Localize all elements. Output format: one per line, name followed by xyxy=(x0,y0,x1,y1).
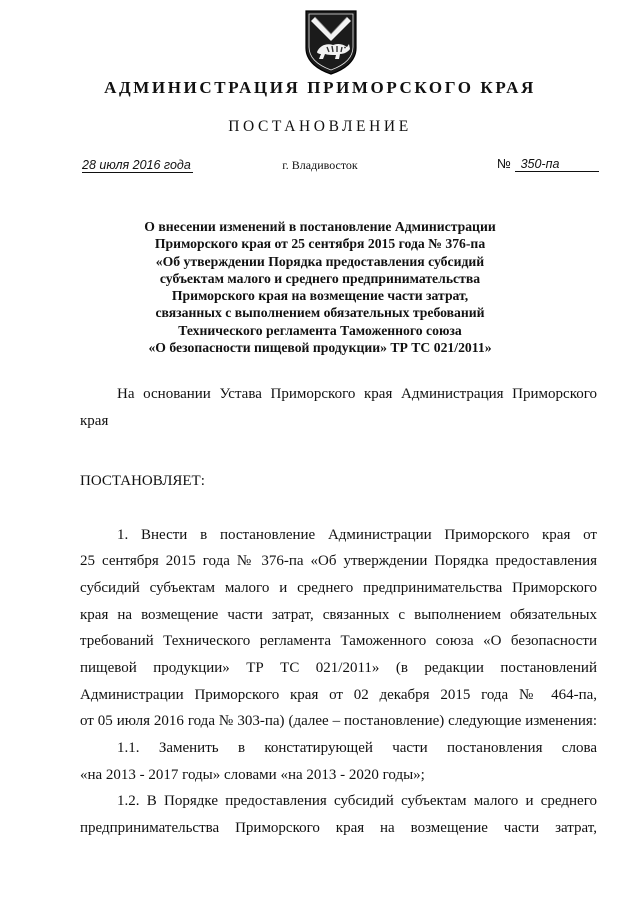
title-line: О внесении изменений в постановление Администрации xyxy=(144,219,496,234)
document-city: г. Владивосток xyxy=(282,158,358,172)
item-1-1-line: «на 2013 - 2017 годы» словами «на 2013 - 2020 годы»; xyxy=(80,767,425,783)
item-1-line: 25 сентября 2015 года № 376-па «Об утверждении Порядка предоставления xyxy=(80,553,597,569)
item-1-line: от 05 июля 2016 года № 303-па) (далее – постановление) следующие изменения: xyxy=(80,713,597,729)
basis-paragraph: На основании Устава Приморского края Администрация Приморского xyxy=(117,386,597,402)
document-title xyxy=(100,218,540,356)
title-line: «О безопасности пищевой продукции» ТР ТС 021/2011» xyxy=(148,340,492,356)
number-value: 350-па xyxy=(515,157,599,172)
item-1-line: субсидий субъектам малого и среднего предпринимательства Приморского xyxy=(80,580,597,596)
basis-paragraph-end: края xyxy=(80,413,109,429)
resolves-heading: ПОСТАНОВЛЯЕТ: xyxy=(80,473,205,489)
item-1-2-line: 1.2. В Порядке предоставления субсидий субъектам малого и среднего xyxy=(117,793,597,809)
title-line: субъектам малого и среднего предпринимательства xyxy=(159,270,481,286)
title-line: Технического регламента Таможенного союза xyxy=(178,322,462,338)
coat-of-arms-emblem xyxy=(303,8,359,76)
title-line: связанных с выполнением обязательных требований xyxy=(155,305,485,321)
number-label: № xyxy=(497,156,511,171)
item-1-1-line: 1.1. Заменить в констатирующей части постановления слова xyxy=(117,740,597,756)
item-1-line: требований Технического регламента Таможенного союза «О безопасности xyxy=(80,633,597,649)
item-1-2-line: предпринимательства Приморского края на возмещение части затрат, xyxy=(80,820,597,836)
title-line: Приморского края от 25 сентября 2015 года № 376-па xyxy=(154,236,486,252)
item-1-line: Администрации Приморского края от 02 декабря 2015 года № 464-па, xyxy=(80,687,597,703)
item-1-line: пищевой продукции» ТР ТС 021/2011» (в редакции постановлений xyxy=(80,660,597,676)
document-type: ПОСТАНОВЛЕНИЕ xyxy=(228,118,412,135)
organization-name: АДМИНИСТРАЦИЯ ПРИМОРСКОГО КРАЯ xyxy=(104,78,536,97)
item-1-line: 1. Внести в постановление Администрации Приморского края от xyxy=(117,527,597,543)
document-date: 28 июля 2016 года xyxy=(82,158,191,172)
document-number xyxy=(497,156,599,172)
item-1-line: края на возмещение части затрат, связанных с выполнением обязательных xyxy=(80,607,597,623)
title-line: «Об утверждении Порядка предоставления субсидий xyxy=(155,253,485,269)
title-line: Приморского края на возмещение части затрат, xyxy=(171,288,469,304)
